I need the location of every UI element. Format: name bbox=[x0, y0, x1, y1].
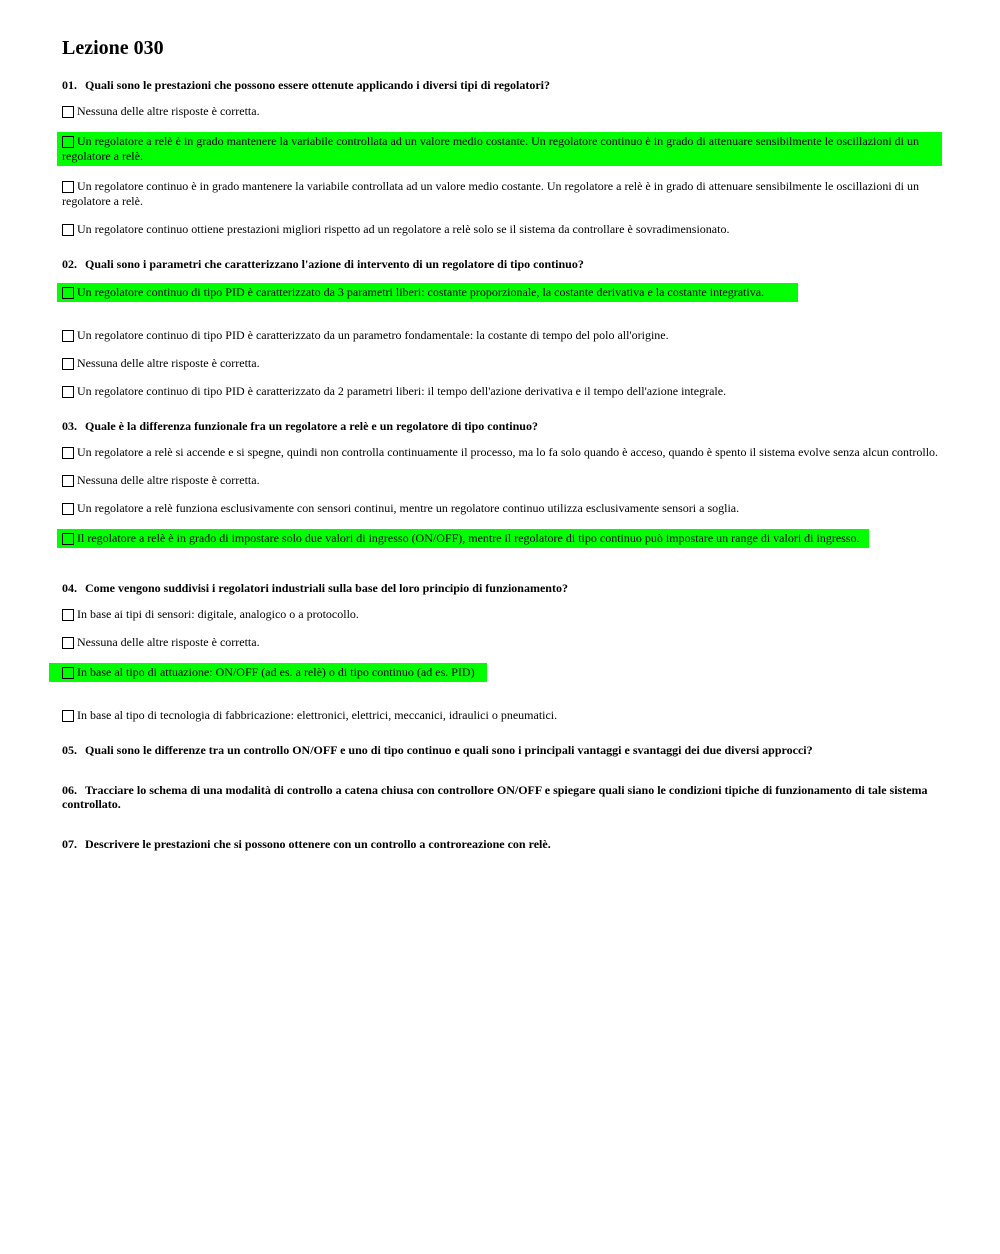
answer-option bbox=[62, 708, 940, 723]
answer-checkbox[interactable] bbox=[62, 447, 74, 459]
question-label: Quali sono le prestazioni che possono essere ottenute applicando i diversi tipi di regolatori? bbox=[85, 78, 551, 92]
question-text bbox=[62, 419, 940, 433]
answer-option bbox=[62, 104, 940, 119]
question-label: Quali sono i parametri che caratterizzano l'azione di intervento di un regolatore di tipo continuo? bbox=[85, 257, 584, 271]
question-text bbox=[62, 257, 940, 271]
answer-checkbox[interactable] bbox=[62, 667, 74, 679]
open-question-05 bbox=[62, 743, 940, 757]
answer-option bbox=[62, 356, 940, 371]
answer-checkbox[interactable] bbox=[62, 386, 74, 398]
answer-text: Un regolatore continuo è in grado mantenere la variabile controllata ad un valore medio costante. Un regolatore a relè è in grado di attenuare sensibilmente le oscillazioni di un regolatore a relè. bbox=[62, 179, 920, 208]
open-question-07 bbox=[62, 837, 940, 851]
answer-checkbox[interactable] bbox=[62, 503, 74, 515]
answer-option bbox=[62, 607, 940, 622]
question-01 bbox=[62, 78, 940, 237]
answer-option bbox=[62, 501, 940, 516]
answer-text: In base al tipo di tecnologia di fabbricazione: elettronici, elettrici, meccanici, idraulici o pneumatici. bbox=[77, 708, 558, 722]
answer-option-correct bbox=[57, 529, 869, 548]
question-03 bbox=[62, 419, 940, 561]
answer-text: Un regolatore continuo di tipo PID è caratterizzato da 2 parametri liberi: il tempo dell'azione derivativa e il tempo dell'azione integrale. bbox=[77, 384, 727, 398]
answer-text: Un regolatore continuo di tipo PID è caratterizzato da un parametro fondamentale: la costante di tempo del polo all'origine. bbox=[77, 328, 669, 342]
answer-text: Un regolatore a relè si accende e si spegne, quindi non controlla continuamente il processo, ma lo fa solo quando è acceso, quando è spento il sistema evolve senza alcun controllo. bbox=[77, 445, 939, 459]
answer-checkbox[interactable] bbox=[62, 609, 74, 621]
question-number: 06. bbox=[62, 783, 77, 797]
answer-checkbox[interactable] bbox=[62, 475, 74, 487]
answer-text: Il regolatore a relè è in grado di impostare solo due valori di ingresso (ON/OFF), mentre il regolatore di tipo continuo può impostare un range di valori di ingresso. bbox=[77, 531, 860, 545]
answer-text: Nessuna delle altre risposte è corretta. bbox=[77, 635, 260, 649]
question-label: Come vengono suddivisi i regolatori industriali sulla base del loro principio di funzionamento? bbox=[85, 581, 568, 595]
answer-checkbox[interactable] bbox=[62, 106, 74, 118]
question-number: 05. bbox=[62, 743, 77, 757]
question-04 bbox=[62, 581, 940, 723]
answer-option-correct bbox=[57, 283, 798, 302]
question-text bbox=[62, 78, 940, 92]
question-number: 01. bbox=[62, 78, 77, 92]
answer-option bbox=[62, 222, 940, 237]
answer-text: Un regolatore a relè è in grado mantenere la variabile controllata ad un valore medio costante. Un regolatore continuo è in grado di attenuare sensibilmente le oscillazioni di un regolatore a relè. bbox=[62, 134, 920, 163]
answer-text: Un regolatore continuo di tipo PID è caratterizzato da 3 parametri liberi: costante proporzionale, la costante derivativa e la costante integrativa. bbox=[77, 285, 765, 299]
answer-checkbox[interactable] bbox=[62, 358, 74, 370]
answer-checkbox[interactable] bbox=[62, 637, 74, 649]
answer-text: In base ai tipi di sensori: digitale, analogico o a protocollo. bbox=[77, 607, 359, 621]
question-number: 02. bbox=[62, 257, 77, 271]
answer-checkbox[interactable] bbox=[62, 287, 74, 299]
question-02 bbox=[62, 257, 940, 399]
question-label: Tracciare lo schema di una modalità di controllo a catena chiusa con controllore ON/OFF e spiegare quali siano le condizioni tipiche di funzionamento di tale sistema controllato. bbox=[62, 783, 928, 811]
answer-text: Nessuna delle altre risposte è corretta. bbox=[77, 473, 260, 487]
answer-text: In base al tipo di attuazione: ON/OFF (ad es. a relè) o di tipo continuo (ad es. PID) bbox=[77, 665, 475, 679]
answer-text: Un regolatore a relè funziona esclusivamente con sensori continui, mentre un regolatore continuo utilizza esclusivamente sensori a soglia. bbox=[77, 501, 740, 515]
document-page bbox=[62, 36, 940, 877]
answer-option bbox=[62, 328, 940, 343]
question-label: Quali sono le differenze tra un controllo ON/OFF e uno di tipo continuo e quali sono i principali vantaggi e svantaggi dei due diversi approcci? bbox=[85, 743, 813, 757]
answer-option bbox=[62, 473, 940, 488]
answer-option bbox=[62, 179, 940, 209]
question-label: Descrivere le prestazioni che si possono ottenere con un controllo a controreazione con relè. bbox=[85, 837, 551, 851]
open-question-06 bbox=[62, 783, 940, 811]
question-text bbox=[62, 581, 940, 595]
page-title: Lezione 030 bbox=[62, 37, 164, 59]
answer-option-correct bbox=[49, 663, 487, 682]
answer-checkbox[interactable] bbox=[62, 330, 74, 342]
answer-checkbox[interactable] bbox=[62, 224, 74, 236]
answer-text: Nessuna delle altre risposte è corretta. bbox=[77, 356, 260, 370]
answer-option bbox=[62, 384, 940, 399]
question-number: 04. bbox=[62, 581, 77, 595]
answer-text: Nessuna delle altre risposte è corretta. bbox=[77, 104, 260, 118]
answer-text: Un regolatore continuo ottiene prestazioni migliori rispetto ad un regolatore a relè solo se il sistema da controllare è sovradimensionato. bbox=[77, 222, 730, 236]
answer-checkbox[interactable] bbox=[62, 136, 74, 148]
answer-checkbox[interactable] bbox=[62, 181, 74, 193]
answer-option-correct bbox=[57, 132, 942, 166]
answer-checkbox[interactable] bbox=[62, 710, 74, 722]
answer-option bbox=[62, 635, 940, 650]
answer-option bbox=[62, 445, 940, 460]
question-number: 03. bbox=[62, 419, 77, 433]
question-label: Quale è la differenza funzionale fra un regolatore a relè e un regolatore di tipo continuo? bbox=[85, 419, 538, 433]
question-number: 07. bbox=[62, 837, 77, 851]
answer-checkbox[interactable] bbox=[62, 533, 74, 545]
